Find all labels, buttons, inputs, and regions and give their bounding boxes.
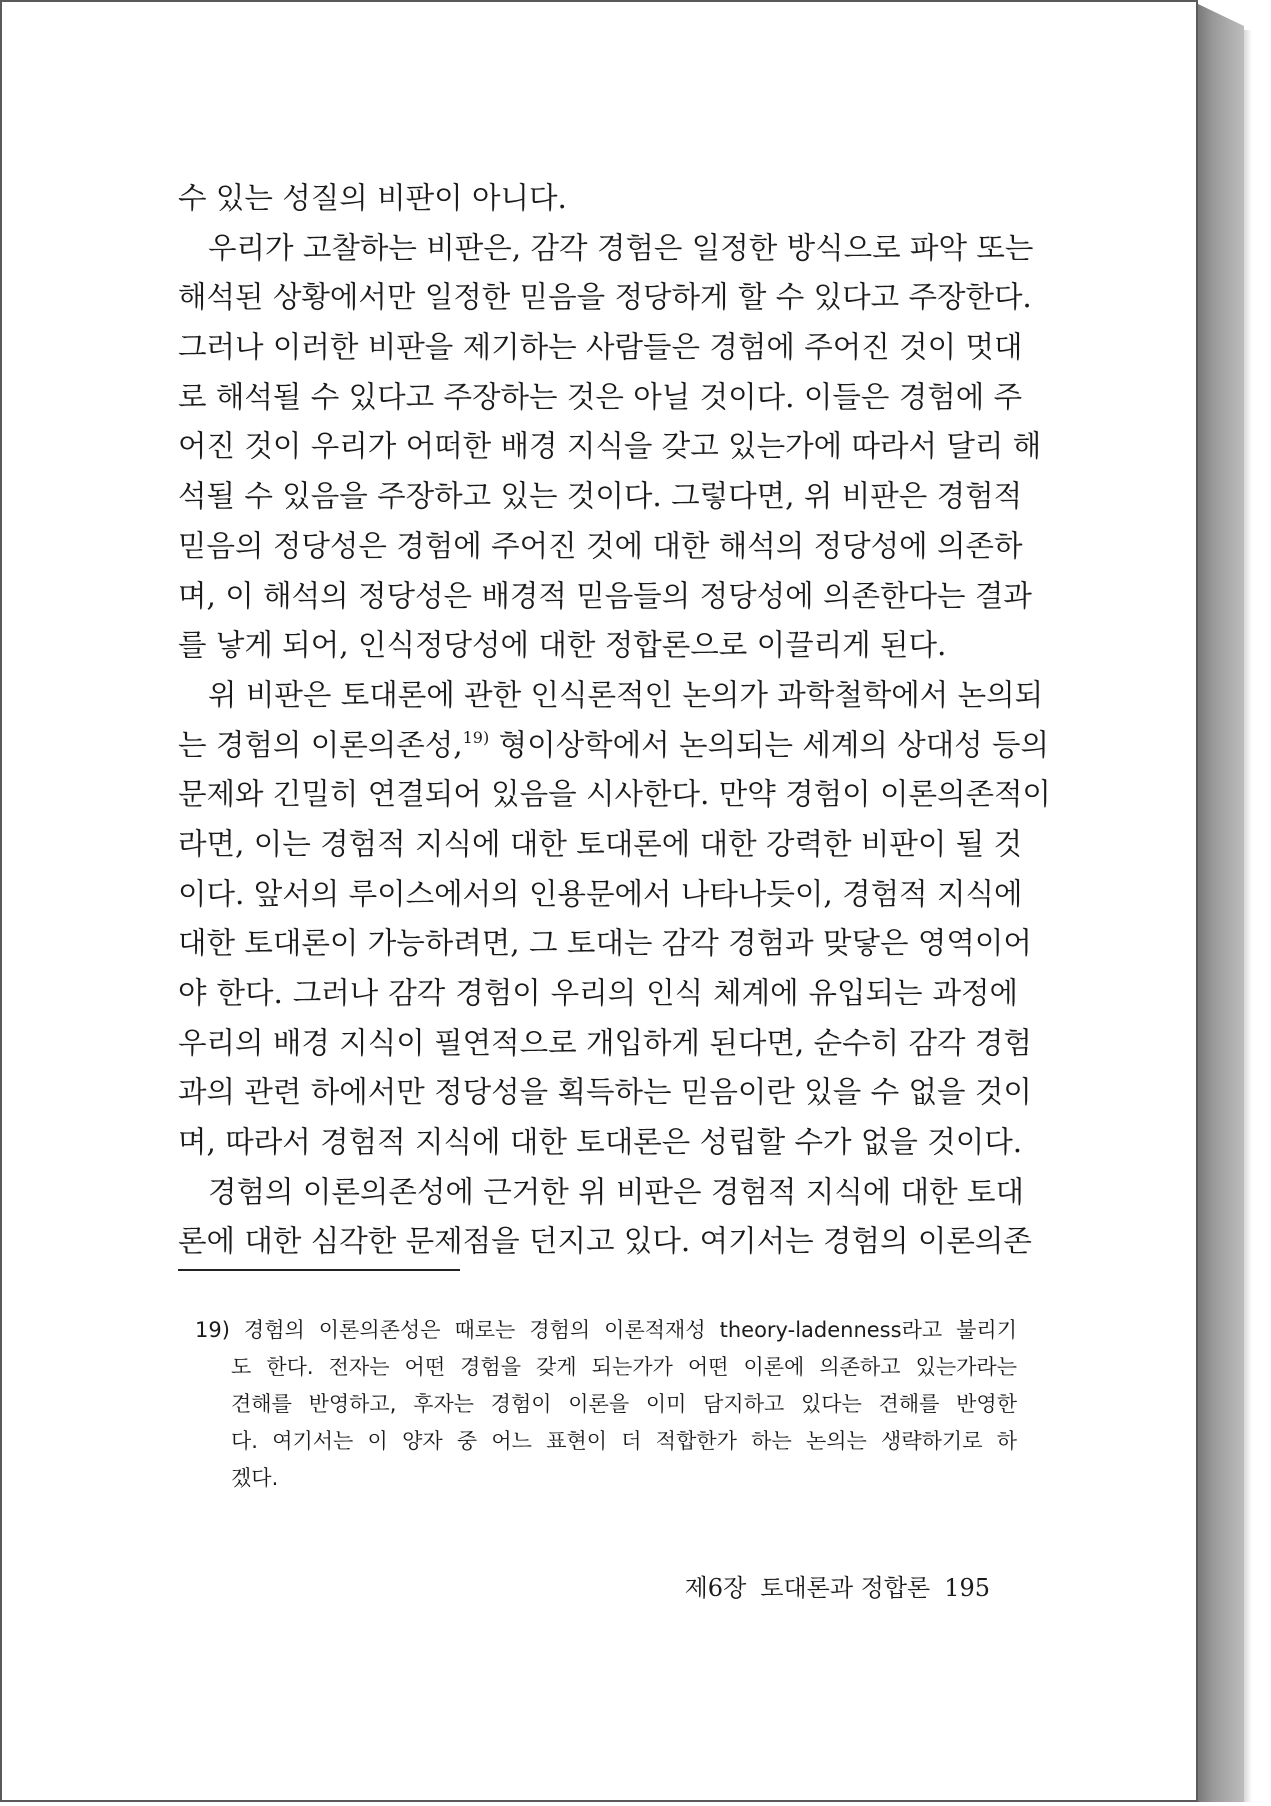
footnote-line: 19) 경험의 이론의존성은 때로는 경험의 이론적재성 theory-ladenness라고 불리기 [195, 1318, 1017, 1342]
body-line [178, 721, 1050, 771]
body-line-text: 형이상학에서 논의되는 세계의 상대성 등의 [489, 727, 1050, 762]
body-line-text: 믿음의 정당성은 경험에 주어진 것에 대한 해석의 정당성에 의존하 [178, 528, 1023, 563]
body-line [178, 969, 1018, 1019]
footnote-ref[interactable]: 19) [462, 727, 490, 747]
body-line [178, 621, 1018, 671]
body-line [178, 1068, 1032, 1118]
body-line [178, 273, 1032, 323]
footnote-block [195, 1312, 1017, 1497]
body-line [178, 1168, 1024, 1218]
body-line-text: 이다. 앞서의 루이스에서의 인용문에서 나타나듯이, 경험적 지식에 [178, 876, 1023, 911]
body-line [178, 572, 1032, 622]
footnote-line: 다. 여기서는 이 양자 중 어느 표현이 더 적합한가 하는 논의는 생략하기로 하 [231, 1429, 1017, 1453]
body-line [178, 323, 1023, 373]
body-line [178, 919, 1032, 969]
footnote-line: 도 한다. 전자는 어떤 경험을 갖게 되는가가 어떤 이론에 의존하고 있는가라는 [231, 1355, 1017, 1379]
body-line [178, 820, 1023, 870]
body-line-text: 경험의 이론의존성에 근거한 위 비판은 경험적 지식에 대한 토대 [208, 1174, 1024, 1209]
body-line-text: 우리가 고찰하는 비판은, 감각 경험은 일정한 방식으로 파악 또는 [208, 230, 1034, 265]
body-line-text: 는 경험의 이론의존성, [178, 727, 463, 762]
page-number: 195 [944, 1574, 990, 1602]
running-footer [2, 1568, 990, 1603]
body-line [178, 174, 1018, 224]
body-line-text: 우리의 배경 지식이 필연적으로 개입하게 된다면, 순수히 감각 경험 [178, 1025, 1032, 1060]
body-line [178, 770, 1051, 820]
chapter-title: 토대론과 정합론 [760, 1574, 931, 1602]
body-line-text: 과의 관련 하에서만 정당성을 획득하는 믿음이란 있을 수 없을 것이 [178, 1075, 1032, 1110]
body-line-text: 를 낳게 되어, 인식정당성에 대한 정합론으로 이끌리게 된다. [178, 628, 947, 663]
body-line [178, 1118, 1023, 1168]
footnote-separator [178, 1269, 460, 1271]
body-line [178, 1019, 1032, 1069]
body-line [178, 870, 1023, 920]
body-line-text: 대한 토대론이 가능하려면, 그 토대는 감각 경험과 맞닿은 영역이어 [178, 926, 1032, 961]
body-line [178, 671, 1044, 721]
body-line [178, 522, 1023, 572]
body-line-text: 수 있는 성질의 비판이 아니다. [178, 181, 567, 215]
body-line-text: 위 비판은 토대론에 관한 인식론적인 논의가 과학철학에서 논의되 [208, 677, 1044, 712]
body-text [178, 174, 1051, 1267]
body-line [178, 422, 1042, 472]
body-line-text: 론에 대한 심각한 문제점을 던지고 있다. 여기서는 경험의 이론의존 [178, 1224, 1032, 1259]
body-line-text: 문제와 긴밀히 연결되어 있음을 시사한다. 만약 경험이 이론의존적이 [178, 777, 1051, 812]
body-line-text: 며, 따라서 경험적 지식에 대한 토대론은 성립할 수가 없을 것이다. [178, 1125, 1023, 1160]
footnote-line: 견해를 반영하고, 후자는 경험이 이론을 이미 담지하고 있다는 견해를 반영한 [231, 1392, 1017, 1416]
page-edge-shadow [1244, 30, 1252, 1802]
body-line-text: 해석된 상황에서만 일정한 믿음을 정당하게 할 수 있다고 주장한다. [178, 280, 1032, 315]
body-line-text: 어진 것이 우리가 어떠한 배경 지식을 갖고 있는가에 따라서 달리 해 [178, 429, 1042, 464]
body-line [178, 224, 1034, 274]
body-line [178, 1217, 1032, 1267]
footnote-line: 겠다. [231, 1466, 279, 1490]
body-line-text: 그러나 이러한 비판을 제기하는 사람들은 경험에 주어진 것이 멋대 [178, 330, 1023, 365]
body-line-text: 야 한다. 그러나 감각 경험이 우리의 인식 체계에 유입되는 과정에 [178, 976, 1018, 1010]
body-line-text: 라면, 이는 경험적 지식에 대한 토대론에 대한 강력한 비판이 될 것 [178, 826, 1023, 861]
body-line-text: 석될 수 있음을 주장하고 있는 것이다. 그렇다면, 위 비판은 경험적 [178, 479, 1023, 514]
body-line-text: 로 해석될 수 있다고 주장하는 것은 아닐 것이다. 이들은 경험에 주 [178, 379, 1023, 414]
body-line-text: 며, 이 해석의 정당성은 배경적 믿음들의 정당성에 의존한다는 결과 [178, 578, 1032, 613]
page-stack-edge [1198, 4, 1244, 1802]
body-line [178, 472, 1023, 522]
body-line [178, 373, 1023, 423]
chapter-label: 제6장 [684, 1574, 747, 1602]
